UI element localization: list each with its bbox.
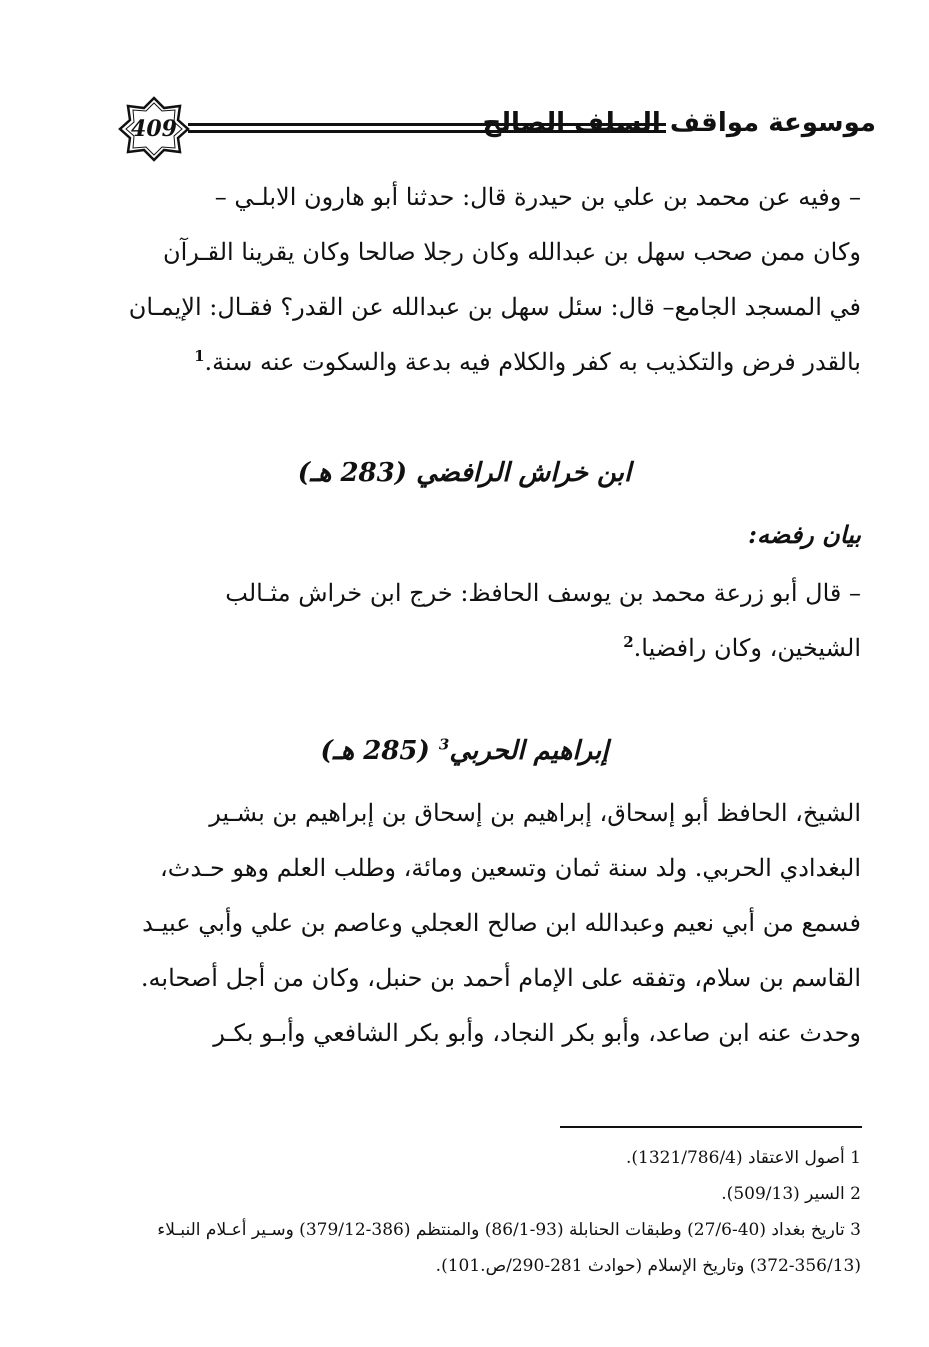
text-line-content: الشيخين، وكان رافضيا. [633,634,861,662]
footnote-ref: 2 [623,633,634,651]
footnote-ref: 1 [194,347,205,365]
text-line: – قال أبو زرعة محمد بن يوسف الحافظ: خرج ابن خراش مثـالب [225,579,861,607]
text-line [67,621,861,676]
footnote: 3 تاريخ بغداد (40-27/6) وطبقات الحنابلة (93-86/1) والمنتظم (386-379/12) وسـير أعـلام النبـلاء [157,1220,861,1240]
heading-name: إبراهيم الحربي [449,736,609,766]
text-line: – وفيه عن محمد بن علي بن حيدرة قال: حدثنا أبو هارون الابلـي – [214,183,861,211]
page-header [118,96,876,162]
footnote: 2 السير (509/13). [721,1184,861,1204]
page-number: 409 [131,116,177,142]
section-heading-ibrahim-harbi [0,736,929,766]
text-line: وكان ممن صحب سهل بن عبدالله وكان رجلا صالحا وكان يقرينا القـرآن [162,238,861,266]
text-line: القاسم بن سلام، وتفقه على الإمام أحمد بن حنبل، وكان من أجل أصحابه. [140,964,861,992]
text-line: وحدث عنه ابن صاعد، وأبو بكر النجاد، وأبو بكر الشافعي وأبـو بكـر [213,1019,861,1047]
paragraph-ibrahim-harbi [67,786,861,1061]
text-line: فسمع من أبي نعيم وعبدالله ابن صالح العجلي وعاصم بن علي وأبي عبيـد [142,909,861,937]
text-line: البغدادي الحربي. ولد سنة ثمان وتسعين ومائة، وطلب العلم وهو حـدث، [159,854,861,882]
text-line-content: بالقدر فرض والتكذيب به كفر والكلام فيه بدعة والسكوت عنه سنة. [204,348,861,376]
paragraph-ibn-khirash [67,566,861,676]
footnote: 1 أصول الاعتقاد (1321/786/4). [625,1148,861,1168]
footnote-ref: 3 [438,735,450,754]
text-line: الشيخ، الحافظ أبو إسحاق، إبراهيم بن إسحاق بن إبراهيم بن بشـير [209,799,861,827]
subheading-bayan-rafdih: بيان رفضه: [748,520,861,549]
paragraph-sahl [67,170,861,390]
section-heading-ibn-khirash: ابن خراش الرافضي (283 هـ) [297,458,632,488]
text-line: في المسجد الجامع– قال: سئل سهل بن عبدالله عن القدر؟ فقـال: الإيمـان [128,293,861,321]
footnote-separator [560,1126,862,1128]
book-title: موسوعة مواقف السلف الصالح [482,108,876,138]
footnote: (372-356/13) وتاريخ الإسلام (حوادث 281-290/ص.101). [435,1256,861,1276]
page-number-badge [118,96,190,162]
heading-date: (285 هـ) [320,736,430,766]
footnotes [67,1140,861,1284]
text-line [67,335,861,390]
